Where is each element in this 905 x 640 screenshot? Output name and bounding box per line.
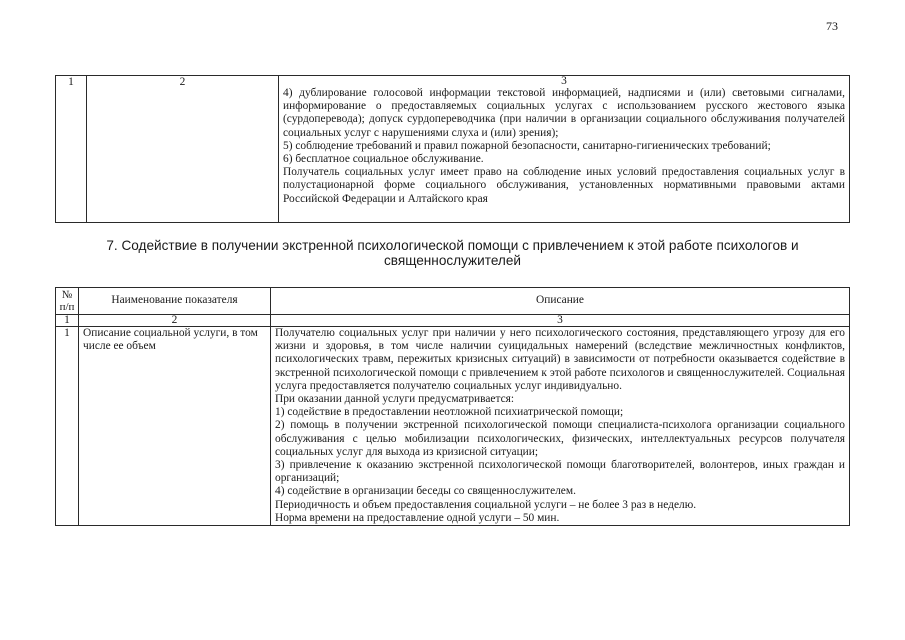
description-paragraph: Норма времени на предоставление одной услуги – 50 мин. bbox=[275, 511, 560, 524]
header-number: № п/п bbox=[56, 288, 79, 315]
description-line: Получатель социальных услуг имеет право на соблюдение иных условий предоставления социальных услуг в полустационарной форме социального обслуживания, установленных нормативными правовыми актами Российской Федерации и Алтайского края bbox=[283, 166, 845, 205]
column-number: 3 bbox=[561, 75, 567, 87]
column-number: 1 bbox=[56, 315, 79, 327]
row-number: 1 bbox=[56, 327, 79, 526]
table-cell-name bbox=[87, 76, 279, 223]
row-description bbox=[271, 327, 850, 526]
table-cell-num bbox=[56, 76, 87, 223]
table-row bbox=[56, 327, 850, 526]
table-cell-description bbox=[279, 76, 850, 223]
header-indicator-name: Наименование показателя bbox=[79, 288, 271, 315]
column-number: 2 bbox=[79, 315, 271, 327]
description-paragraph: 4) содействие в организации беседы со священнослужителем. bbox=[275, 485, 576, 498]
page-number: 73 bbox=[826, 19, 838, 33]
table-row bbox=[56, 76, 850, 223]
continued-table bbox=[55, 75, 850, 223]
column-number: 3 bbox=[271, 315, 850, 327]
description-paragraph: 3) привлечение к оказанию экстренной психологической помощи благотворителей, волонтеров, иных граждан и организаций; bbox=[275, 459, 845, 485]
description-paragraph: 1) содействие в предоставлении неотложной психиатрической помощи; bbox=[275, 406, 624, 419]
description-paragraph: Периодичность и объем предоставления социальной услуги – не более 3 раз в неделю. bbox=[275, 498, 697, 511]
header-description: Описание bbox=[271, 288, 850, 315]
description-line: 6) бесплатное социальное обслуживание. bbox=[283, 153, 484, 166]
description-line: 4) дублирование голосовой информации текстовой информацией, надписями и (или) световыми сигналами, информирование о предоставляемых социальных услугах с использованием русского жестового языка (сурдоперевода); допуск сурдопереводчика (при наличии в организации социального обслуживания получателей социальных услуг с нарушениями слуха и (или) зрения); bbox=[283, 87, 845, 139]
table-header-row bbox=[56, 288, 850, 315]
description-line: 5) соблюдение требований и правил пожарной безопасности, санитарно-гигиенических требований; bbox=[283, 139, 771, 152]
description-paragraph: Получателю социальных услуг при наличии у него психологического состояния, представляющего угрозу для его жизни и здоровья, в том числе наличии суицидальных намерений (вследствие межличностных конфликтов, психологических травм, пережитых кризисных ситуаций) в зависимости от потребности оказывается содействие в экстренной психологической помощи с привлечением к этой работе психологов и священнослужителей. Социальная услуга предоставляется получателю социальных услуг индивидуально. bbox=[275, 327, 845, 392]
column-numbers-row bbox=[56, 315, 850, 327]
indicator-name: Описание социальной услуги, в том числе ее объем bbox=[79, 327, 271, 526]
service-table bbox=[55, 287, 850, 526]
description-paragraph: При оказании данной услуги предусматривается: bbox=[275, 393, 515, 406]
description-paragraph: 2) помощь в получении экстренной психологической помощи специалиста-психолога организации социального обслуживания с целью мобилизации психологических, физических, интеллектуальных ресурсов получателя социальных услуг для выхода из кризисной ситуации; bbox=[275, 419, 845, 458]
cell-number: 1 bbox=[68, 76, 74, 88]
cell-number: 2 bbox=[179, 76, 186, 88]
section-title: 7. Содействие в получении экстренной психологической помощи с привлечением к этой работе психологов и священнослужителей bbox=[106, 238, 799, 268]
